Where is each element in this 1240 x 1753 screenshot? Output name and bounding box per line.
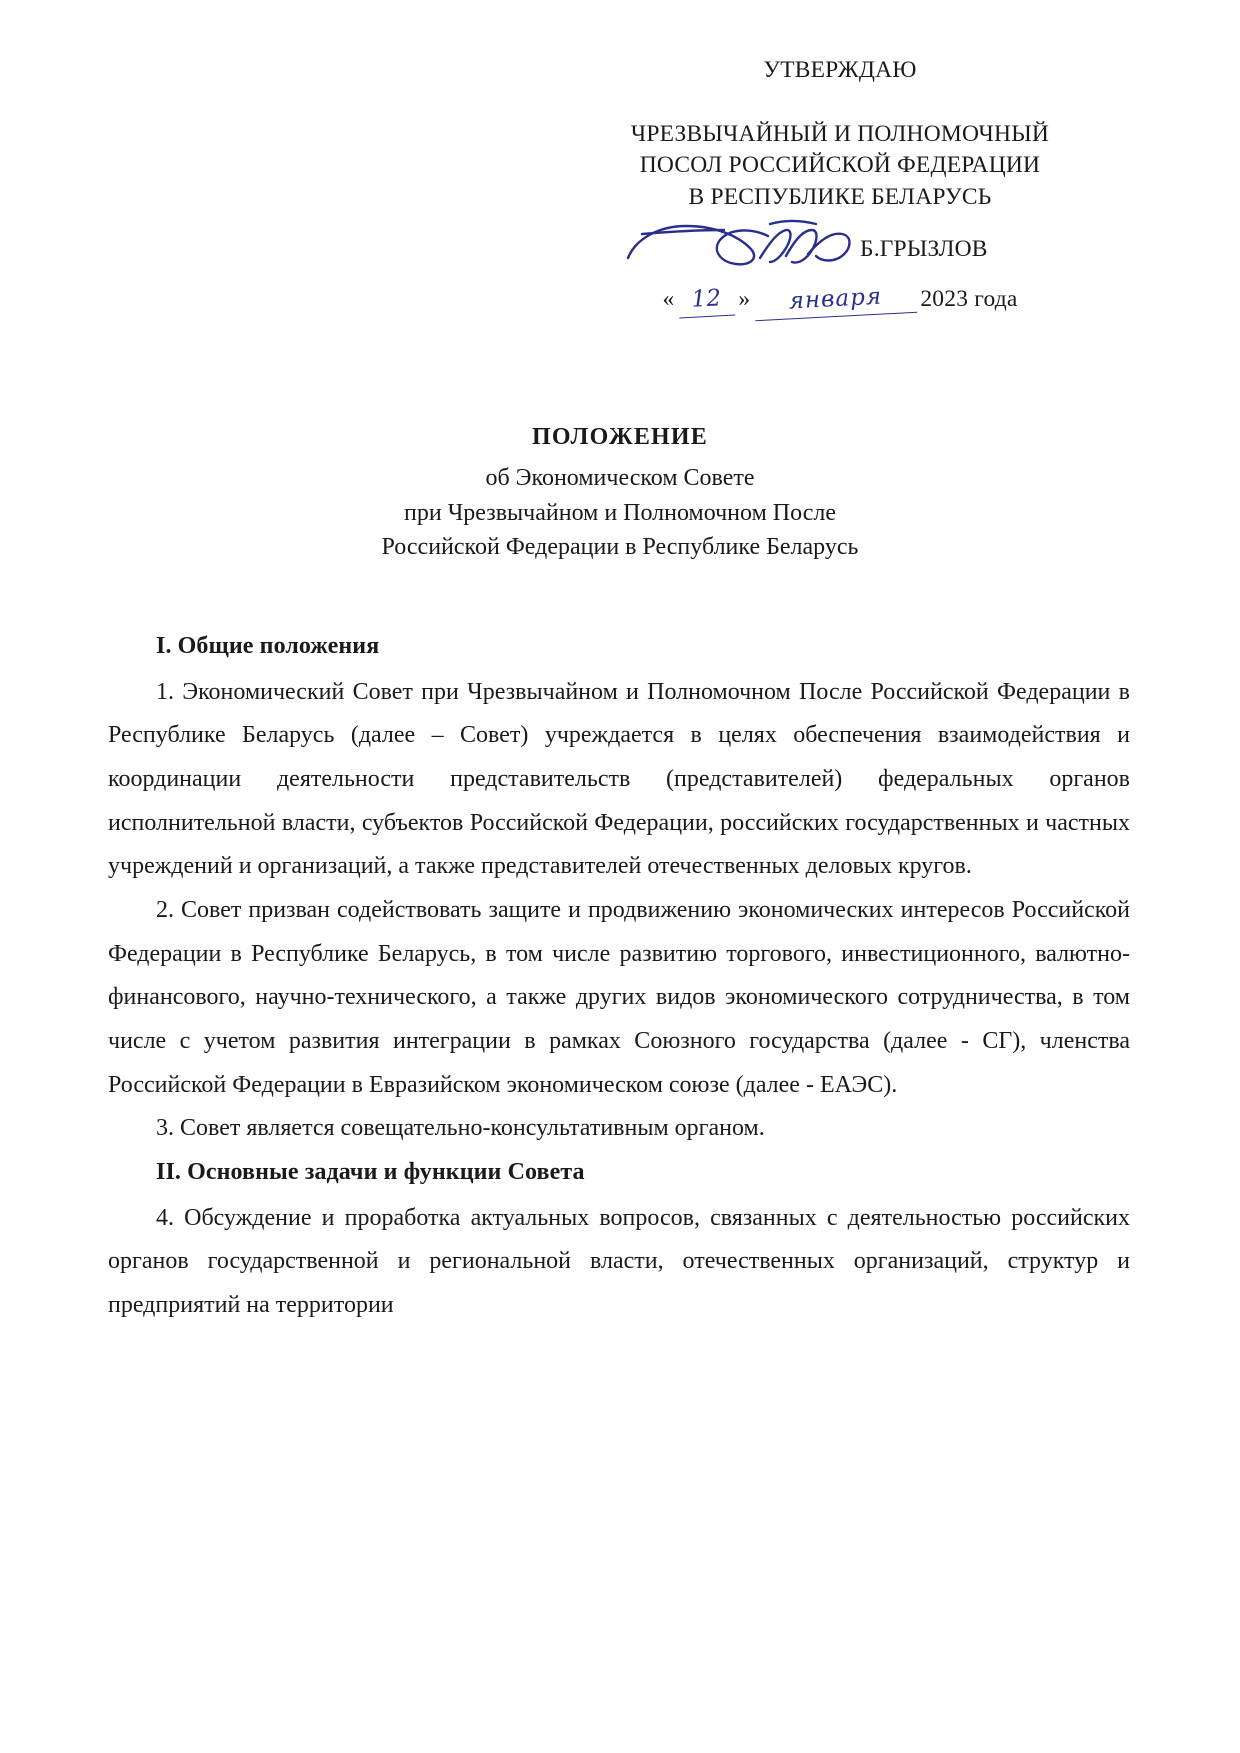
handwritten-signature-icon bbox=[620, 214, 870, 286]
date-month-handwritten: января bbox=[754, 280, 918, 321]
document-subtitle-line-2: при Чрезвычайном и Полномочном После bbox=[404, 499, 836, 526]
date-year: 2023 года bbox=[920, 285, 1018, 312]
document-subtitle-line-1: об Экономическом Совете bbox=[485, 464, 755, 491]
approval-word: УТВЕРЖДАЮ bbox=[763, 57, 917, 83]
document-body bbox=[108, 625, 1130, 1328]
paragraph-4: 4. Обсуждение и проработка актуальных вопросов, связанных с деятельностью российских органов государственной и региональной власти, отечественных организаций, структур и предприятий на территории bbox=[108, 1204, 1130, 1319]
approval-date-row bbox=[560, 284, 1120, 328]
signature-row bbox=[560, 220, 1120, 282]
paragraph-2: 2. Совет призван содействовать защите и продвижению экономических интересов Российской Федерации в Республике Беларусь, в том числе развитию торгового, инвестиционного, валютно-финансового, научно-технического, а также других видов экономического сотрудничества, в том числе с учетом развития интеграции в рамках Союзного государства (далее - СГ), членства Российской Федерации в Евразийском экономическом союзе (далее - ЕАЭС). bbox=[108, 897, 1130, 1098]
paragraph-3: 3. Совет является совещательно-консультативным органом. bbox=[156, 1115, 765, 1142]
approval-title-line-3: В РЕСПУБЛИКЕ БЕЛАРУСЬ bbox=[688, 184, 992, 211]
document-subtitle-line-3: Российской Федерации в Республике Беларусь bbox=[381, 534, 859, 561]
approval-block bbox=[560, 55, 1120, 328]
signer-name: Б.ГРЫЗЛОВ bbox=[860, 235, 988, 262]
section-heading-2: II. Основные задачи и функции Совета bbox=[156, 1159, 585, 1186]
document-title-block bbox=[170, 420, 1070, 565]
page-title: ПОЛОЖЕНИЕ bbox=[532, 424, 708, 450]
date-day-handwritten: 12 bbox=[678, 282, 736, 318]
paragraph-1: 1. Экономический Совет при Чрезвычайном и Полномочном После Российской Федерации в Республике Беларусь (далее – Совет) учреждается в целях обеспечения взаимодействия и координации деятельности представительств (представителей) федеральных органов исполнительной власти, субъектов Российской Федерации, российских государственных и частных учреждений и организаций, а также представителей отечественных деловых кругов. bbox=[108, 678, 1130, 880]
section-heading-1: I. Общие положения bbox=[156, 633, 380, 659]
approval-title-line-2: ПОСОЛ РОССИЙСКОЙ ФЕДЕРАЦИИ bbox=[639, 152, 1041, 179]
date-close-quote: » bbox=[738, 285, 751, 312]
approval-title-line-1: ЧРЕЗВЫЧАЙНЫЙ И ПОЛНОМОЧНЫЙ bbox=[630, 120, 1050, 147]
date-open-quote: « bbox=[662, 285, 675, 312]
